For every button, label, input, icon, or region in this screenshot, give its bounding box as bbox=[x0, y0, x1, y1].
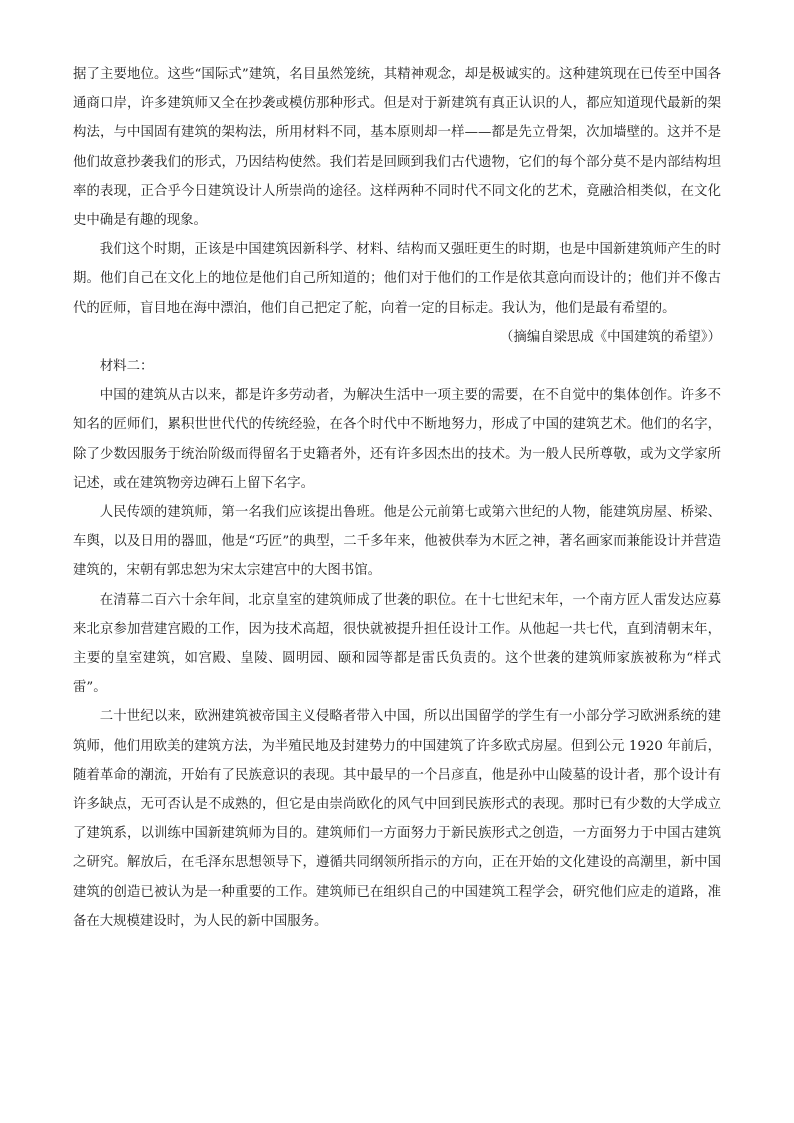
paragraph-continuation: 据了主要地位。这些“国际式”建筑，名目虽然笼统，其精神观念，却是极诚实的。这种建筑现在已传至中国各通商口岸，许多建筑师又全在抄袭或模仿那种形式。但是对于新建筑有真正认识的人，都应知道现代最新的架构法，与中国固有建筑的架构法，所用材料不同，基本原则却一样——都是先立骨架，次加墙壁的。这并不是他们故意抄袭我们的形式，乃因结构使然。我们若是回顾到我们古代遗物，它们的每个部分莫不是内部结构坦率的表现，正合乎今日建筑设计人所崇尚的途径。这样两种不同时代不同文化的艺术，竟融洽相类似，在文化史中确是有趣的现象。 bbox=[73, 67, 721, 229]
paragraph-yangshi-lei: 在清幕二百六十余年间，北京皇室的建筑师成了世袭的职位。在十七世纪末年，一个南方匠人雷发达应募来北京参加营建宫殿的工作，因为技术高超，很快就被提升担任设计工作。从他起一共七代，直到清朝末年，主要的皇室建筑，如宫殿、皇陵、圆明园、颐和园等都是雷氏负责的。这个世袭的建筑师家族被称为“样式雷”。 bbox=[73, 592, 721, 696]
source-citation: （摘编自梁思成《中国建筑的希望》） bbox=[500, 329, 721, 345]
paragraph-lu-ban: 人民传颂的建筑师，第一名我们应该提出鲁班。他是公元前第七或第六世纪的人物，能建筑房屋、桥梁、车舆，以及日用的器皿，他是“巧匠”的典型，二千多年来，他被供奉为木匠之神，著名画家而兼能设计并营造建筑的，宋朝有郭忠恕为宋太宗建宫中的大图书馆。 bbox=[73, 505, 721, 579]
section-heading-material-two: 材料二： bbox=[99, 359, 154, 375]
paragraph-collective-creation: 中国的建筑从古以来，都是许多劳动者，为解决生活中一项主要的需要，在不自觉中的集体创作。许多不知名的匠师们，累积世世代代的传统经验，在各个时代中不断地努力，形成了中国的建筑艺术。他们的名字，除了少数因服务于统治阶级而得留名于史籍者外，还有许多因杰出的技术。为一般人民所尊敬，或为文学家所记述，或在建筑物旁边碑石上留下名字。 bbox=[73, 388, 721, 491]
paragraph-twentieth-century: 二十世纪以来，欧洲建筑被帝国主义侵略者带入中国，所以出国留学的学生有一小部分学习欧洲系统的建筑师，他们用欧美的建筑方法，为半殖民地及封建势力的中国建筑了许多欧式房屋。但到公元 1920 年前后，随着革命的潮流，开始有了民族意识的表现。其中最早的一个吕彦直，他是孙中山陵墓的设计者，那个设计有许多缺点，无可否认是不成熟的，但它是由崇尚欧化的风气中回到民族形式的表现。那时已有少数的大学成立了建筑系，以训练中国新建筑师为目的。建筑师们一方面努力于新民族形式之创造，一方面努力于中国古建筑之研究。解放后，在毛泽东思想领导下，遵循共同纲领所指示的方向，正在开始的文化建设的高潮里，新中国建筑的创造已被认为是一种重要的工作。建筑师已在组织自己的中国建筑工程学会，研究他们应走的道路，准备在大规模建设时，为人民的新中国服务。 bbox=[73, 709, 721, 929]
paragraph-new-architects: 我们这个时期，正该是中国建筑因新科学、材料、结构而又强旺更生的时期，也是中国新建筑师产生的时期。他们自己在文化上的地位是他们自己所知道的；他们对于他们的工作是依其意向而设计的；他们并不像古代的匠师，盲目地在海中漂泊，他们自己把定了舵，向着一定的目标走。我认为，他们是最有希望的。 bbox=[73, 242, 721, 316]
document-body bbox=[73, 60, 721, 936]
